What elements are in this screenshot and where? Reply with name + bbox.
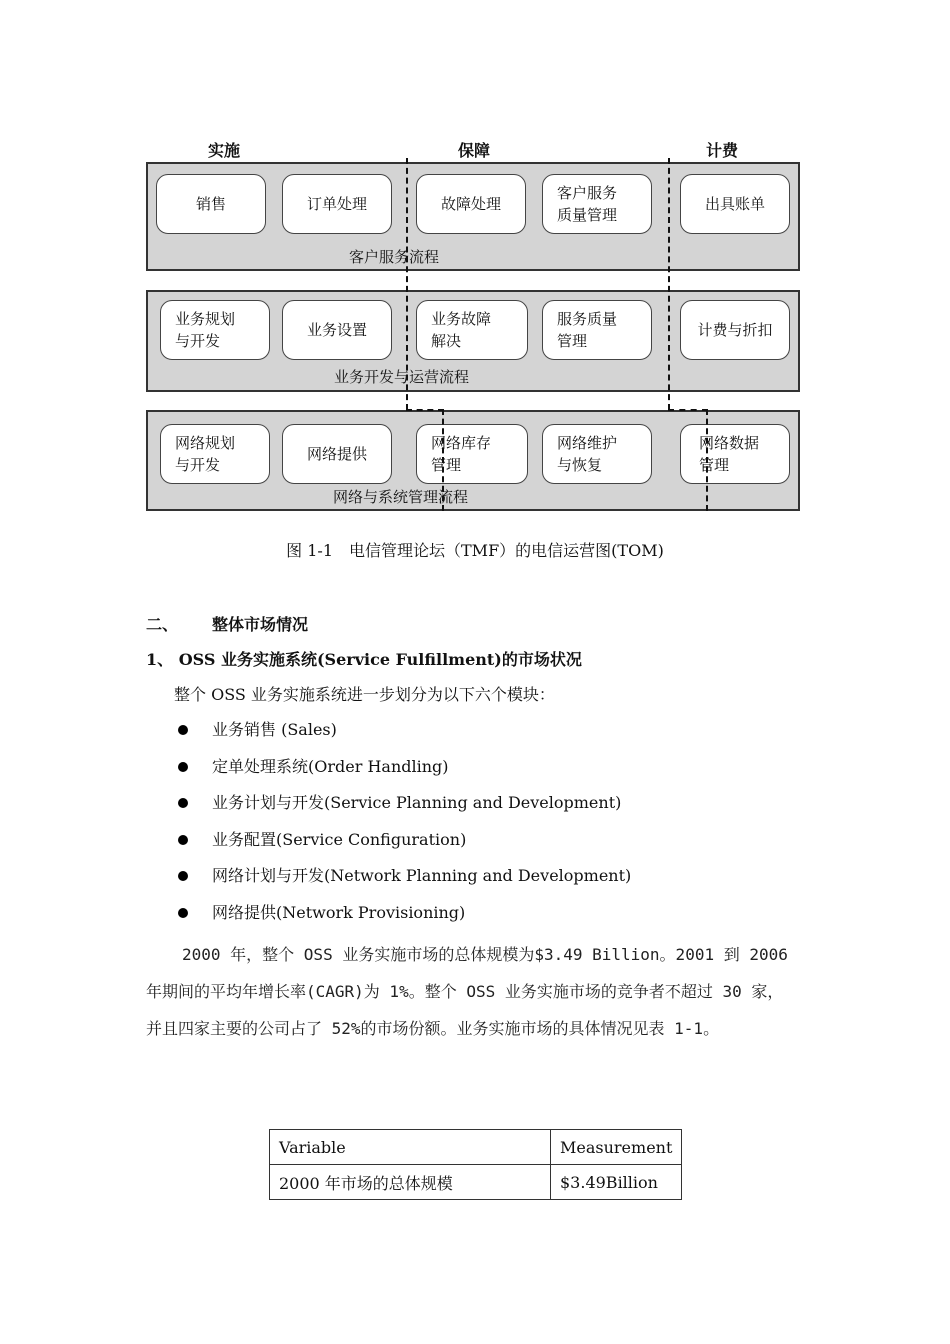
divider-line — [406, 158, 408, 410]
process-box: 网络库存 管理 — [416, 424, 528, 484]
band-label: 网络与系统管理流程 — [333, 488, 469, 506]
band-label: 客户服务流程 — [349, 248, 440, 266]
list-item: 业务配置(Service Configuration) — [178, 828, 631, 865]
band-label: 业务开发与运营流程 — [334, 368, 470, 386]
table-cell: $3.49Billion — [551, 1165, 682, 1200]
table-header-cell: Variable — [270, 1130, 551, 1165]
process-box: 网络维护 与恢复 — [542, 424, 652, 484]
process-box: 网络规划 与开发 — [160, 424, 270, 484]
bullet-icon — [178, 762, 188, 772]
section-number: 二、 — [146, 615, 179, 634]
bullet-icon — [178, 725, 188, 735]
process-box: 订单处理 — [282, 174, 392, 234]
process-box: 服务质量 管理 — [542, 300, 652, 360]
process-box: 网络数据 管理 — [680, 424, 790, 484]
process-box: 计费与折扣 — [680, 300, 790, 360]
process-box: 业务规划 与开发 — [160, 300, 270, 360]
tom-diagram — [0, 0, 950, 520]
process-box: 网络提供 — [282, 424, 392, 484]
intro-text: 整个 OSS 业务实施系统进一步划分为以下六个模块： — [174, 685, 555, 704]
section-title: 整体市场情况 — [212, 615, 309, 634]
process-box: 故障处理 — [416, 174, 526, 234]
data-table — [269, 1129, 682, 1200]
divider-line — [406, 409, 444, 411]
list-item: 网络计划与开发(Network Planning and Development) — [178, 864, 631, 901]
subsection-heading: 1、 OSS 业务实施系统(Service Fulfillment)的市场状况 — [146, 650, 582, 669]
list-item: 网络提供(Network Provisioning) — [178, 901, 631, 938]
process-box: 业务故障 解决 — [416, 300, 528, 360]
bullet-icon — [178, 871, 188, 881]
divider-line — [706, 409, 708, 511]
module-list — [178, 718, 631, 937]
process-box: 客户服务 质量管理 — [542, 174, 652, 234]
column-header-assurance: 保障 — [458, 141, 491, 160]
column-header-billing: 计费 — [706, 141, 739, 160]
process-box: 销售 — [156, 174, 266, 234]
process-box: 出具账单 — [680, 174, 790, 234]
divider-line — [668, 409, 708, 411]
table-cell: 2000 年市场的总体规模 — [270, 1165, 551, 1200]
divider-line — [442, 409, 444, 511]
list-item: 业务销售 (Sales) — [178, 718, 631, 755]
table-header-row — [270, 1130, 682, 1165]
section-heading — [146, 612, 308, 635]
divider-line — [668, 158, 670, 410]
column-header-fulfillment: 实施 — [208, 141, 241, 160]
body-paragraph: 2000 年，整个 OSS 业务实施市场的总体规模为$3.49 Billion。2001 到 2006 年期间的平均年增长率(CAGR)为 1%。整个 OSS 业务实施市场的竞争者不超过 30 家，并且四家主要的公司占了 52%的市场份额。业务实施市场的具体情况见表 1-1。 — [146, 945, 788, 1038]
figure-caption: 图 1-1 电信管理论坛（TMF）的电信运营图(TOM) — [286, 541, 664, 560]
list-item: 定单处理系统(Order Handling) — [178, 755, 631, 792]
table-header-cell: Measurement — [551, 1130, 682, 1165]
bullet-icon — [178, 908, 188, 918]
table-row — [270, 1165, 682, 1200]
process-box: 业务设置 — [282, 300, 392, 360]
bullet-icon — [178, 798, 188, 808]
bullet-icon — [178, 835, 188, 845]
list-item: 业务计划与开发(Service Planning and Development) — [178, 791, 631, 828]
